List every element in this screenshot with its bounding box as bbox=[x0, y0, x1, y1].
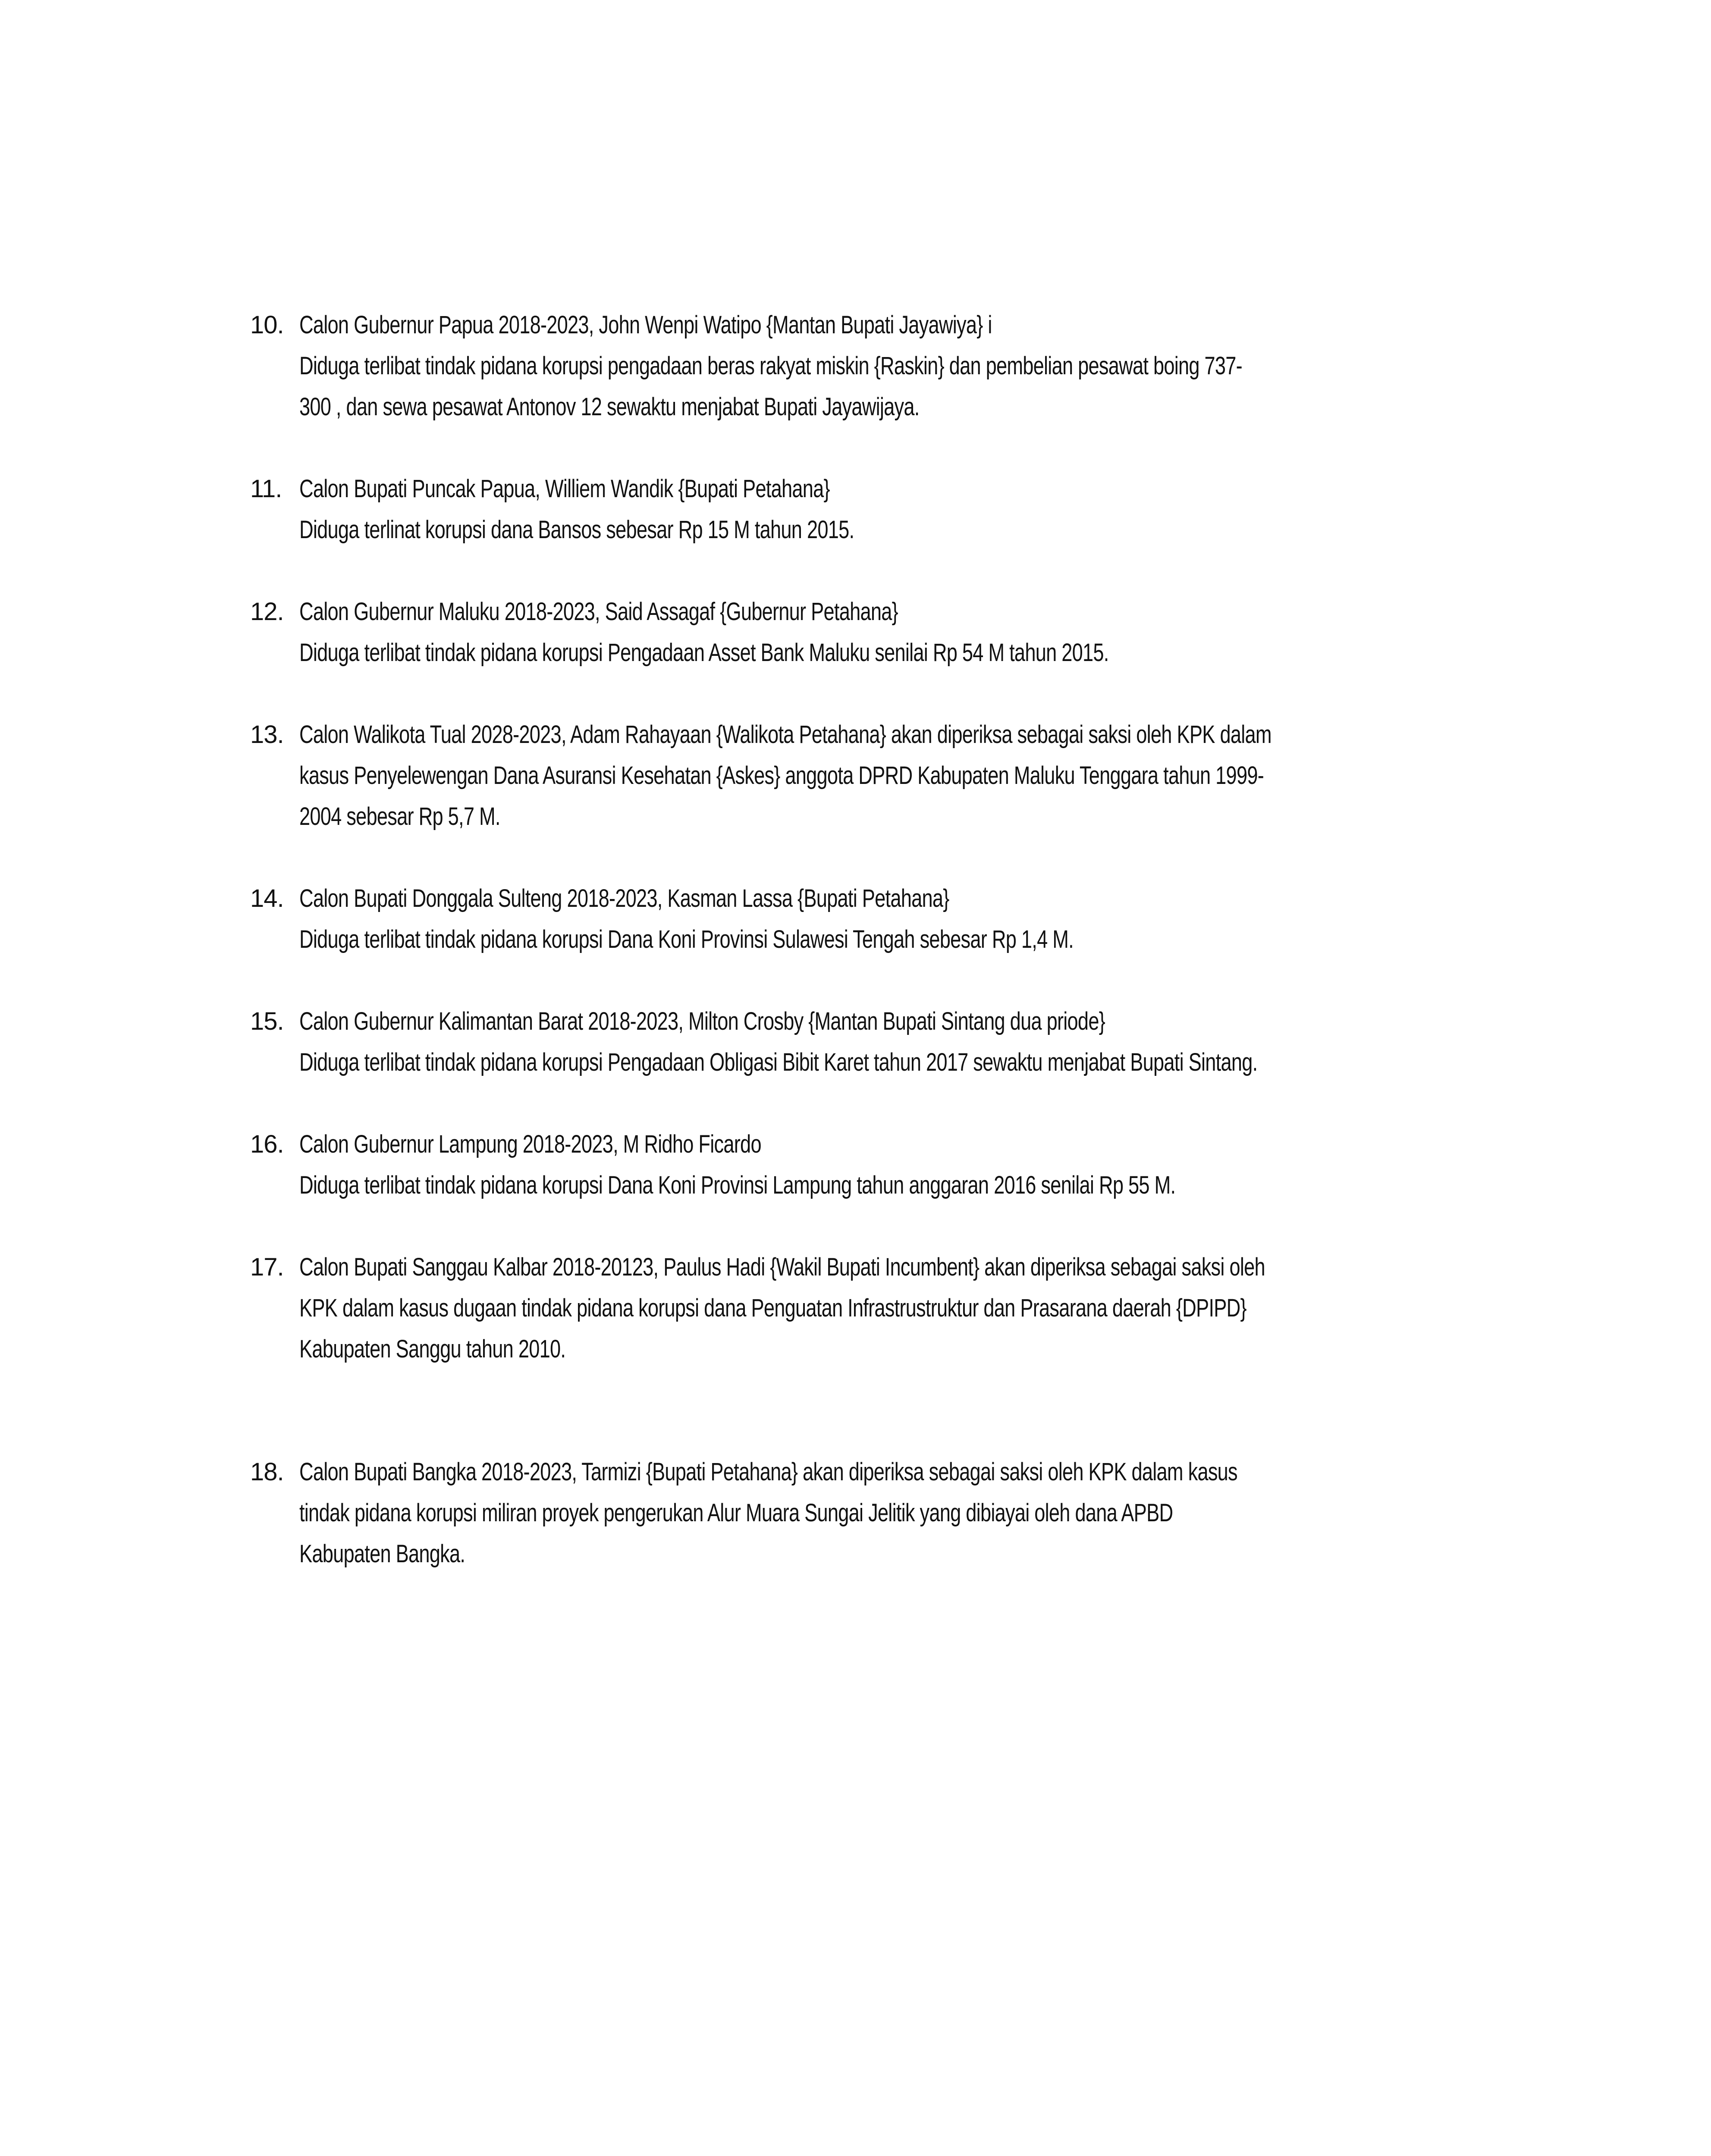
list-item-number: 13. bbox=[250, 721, 284, 749]
list-item-text bbox=[299, 591, 1544, 673]
list-item-number: 12. bbox=[250, 598, 284, 626]
list-item bbox=[250, 1001, 1544, 1083]
text-line: Calon Gubernur Maluku 2018-2023, Said Assagaf {Gubernur Petahana} bbox=[299, 598, 898, 626]
list-item bbox=[250, 591, 1544, 673]
text-line: KPK dalam kasus dugaan tindak pidana korupsi dana Penguatan Infrastrustruktur dan Prasarana daerah {DPIPD} bbox=[299, 1294, 1246, 1322]
text-line: 300 , dan sewa pesawat Antonov 12 sewaktu menjabat Bupati Jayawijaya. bbox=[299, 393, 920, 421]
numbered-list bbox=[250, 304, 1544, 1574]
list-item-number: 14. bbox=[250, 884, 284, 912]
list-item-text bbox=[299, 714, 1545, 837]
text-line: Calon Gubernur Papua 2018-2023, John Wenpi Watipo {Mantan Bupati Jayawiya} i bbox=[299, 311, 992, 339]
list-item bbox=[250, 304, 1544, 427]
text-line: Calon Bupati Donggala Sulteng 2018-2023, Kasman Lassa {Bupati Petahana} bbox=[299, 884, 949, 912]
text-line: Calon Gubernur Lampung 2018-2023, M Ridho Ficardo bbox=[299, 1130, 761, 1158]
text-line: Calon Gubernur Kalimantan Barat 2018-2023, Milton Crosby {Mantan Bupati Sintang dua priode} bbox=[299, 1007, 1105, 1035]
list-item bbox=[250, 1451, 1544, 1574]
list-item-text bbox=[299, 1001, 1544, 1083]
list-item bbox=[250, 1124, 1544, 1206]
list-item-number: 15. bbox=[250, 1007, 284, 1035]
text-line: 2004 sebesar Rp 5,7 M. bbox=[299, 802, 500, 830]
text-line: tindak pidana korupsi miliran proyek pengerukan Alur Muara Sungai Jelitik yang dibiayai oleh dana APBD bbox=[299, 1499, 1173, 1527]
text-line: Diduga terlibat tindak pidana korupsi Pengadaan Asset Bank Maluku senilai Rp 54 M tahun 2015. bbox=[299, 639, 1109, 667]
text-line: Diduga terlibat tindak pidana korupsi Dana Koni Provinsi Lampung tahun anggaran 2016 senilai Rp 55 M. bbox=[299, 1171, 1176, 1199]
list-item-number: 17. bbox=[250, 1253, 284, 1281]
text-line: Calon Bupati Puncak Papua, Williem Wandik {Bupati Petahana} bbox=[299, 475, 830, 503]
text-line: Calon Bupati Bangka 2018-2023, Tarmizi {Bupati Petahana} akan diperiksa sebagai saksi oleh KPK dalam kasus bbox=[299, 1458, 1237, 1486]
text-line: Calon Walikota Tual 2028-2023, Adam Rahayaan {Walikota Petahana} akan diperiksa sebagai saksi oleh KPK dalam bbox=[299, 721, 1271, 749]
list-item-text bbox=[299, 1247, 1544, 1369]
list-item bbox=[250, 468, 1544, 550]
text-line: Calon Bupati Sanggau Kalbar 2018-20123, Paulus Hadi {Wakil Bupati Incumbent} akan diperiksa sebagai saksi oleh bbox=[299, 1253, 1265, 1281]
list-item-text bbox=[299, 1124, 1544, 1206]
list-item-text bbox=[299, 468, 1544, 550]
text-line: Diduga terlinat korupsi dana Bansos sebesar Rp 15 M tahun 2015. bbox=[299, 516, 854, 544]
text-line: Kabupaten Bangka. bbox=[299, 1540, 465, 1568]
text-line: Diduga terlibat tindak pidana korupsi pengadaan beras rakyat miskin {Raskin} dan pembelian pesawat boing 737- bbox=[299, 352, 1242, 380]
text-line: Diduga terlibat tindak pidana korupsi Dana Koni Provinsi Sulawesi Tengah sebesar Rp 1,4 M. bbox=[299, 925, 1074, 953]
text-line: Kabupaten Sanggu tahun 2010. bbox=[299, 1335, 566, 1363]
list-item bbox=[250, 1247, 1544, 1369]
text-line: kasus Penyelewengan Dana Asuransi Kesehatan {Askes} anggota DPRD Kabupaten Maluku Tenggara tahun 1999- bbox=[299, 761, 1264, 790]
list-item-number: 18. bbox=[250, 1458, 284, 1486]
list-item-text bbox=[299, 878, 1544, 960]
list-item-number: 16. bbox=[250, 1130, 284, 1158]
list-item-text bbox=[299, 1451, 1544, 1574]
list-item-number: 10. bbox=[250, 311, 284, 339]
list-item bbox=[250, 878, 1544, 960]
list-item-number: 11. bbox=[250, 475, 282, 503]
list-item bbox=[250, 714, 1544, 837]
text-line: Diduga terlibat tindak pidana korupsi Pengadaan Obligasi Bibit Karet tahun 2017 sewaktu menjabat Bupati Sintang. bbox=[299, 1048, 1258, 1076]
list-item-text bbox=[299, 304, 1544, 427]
